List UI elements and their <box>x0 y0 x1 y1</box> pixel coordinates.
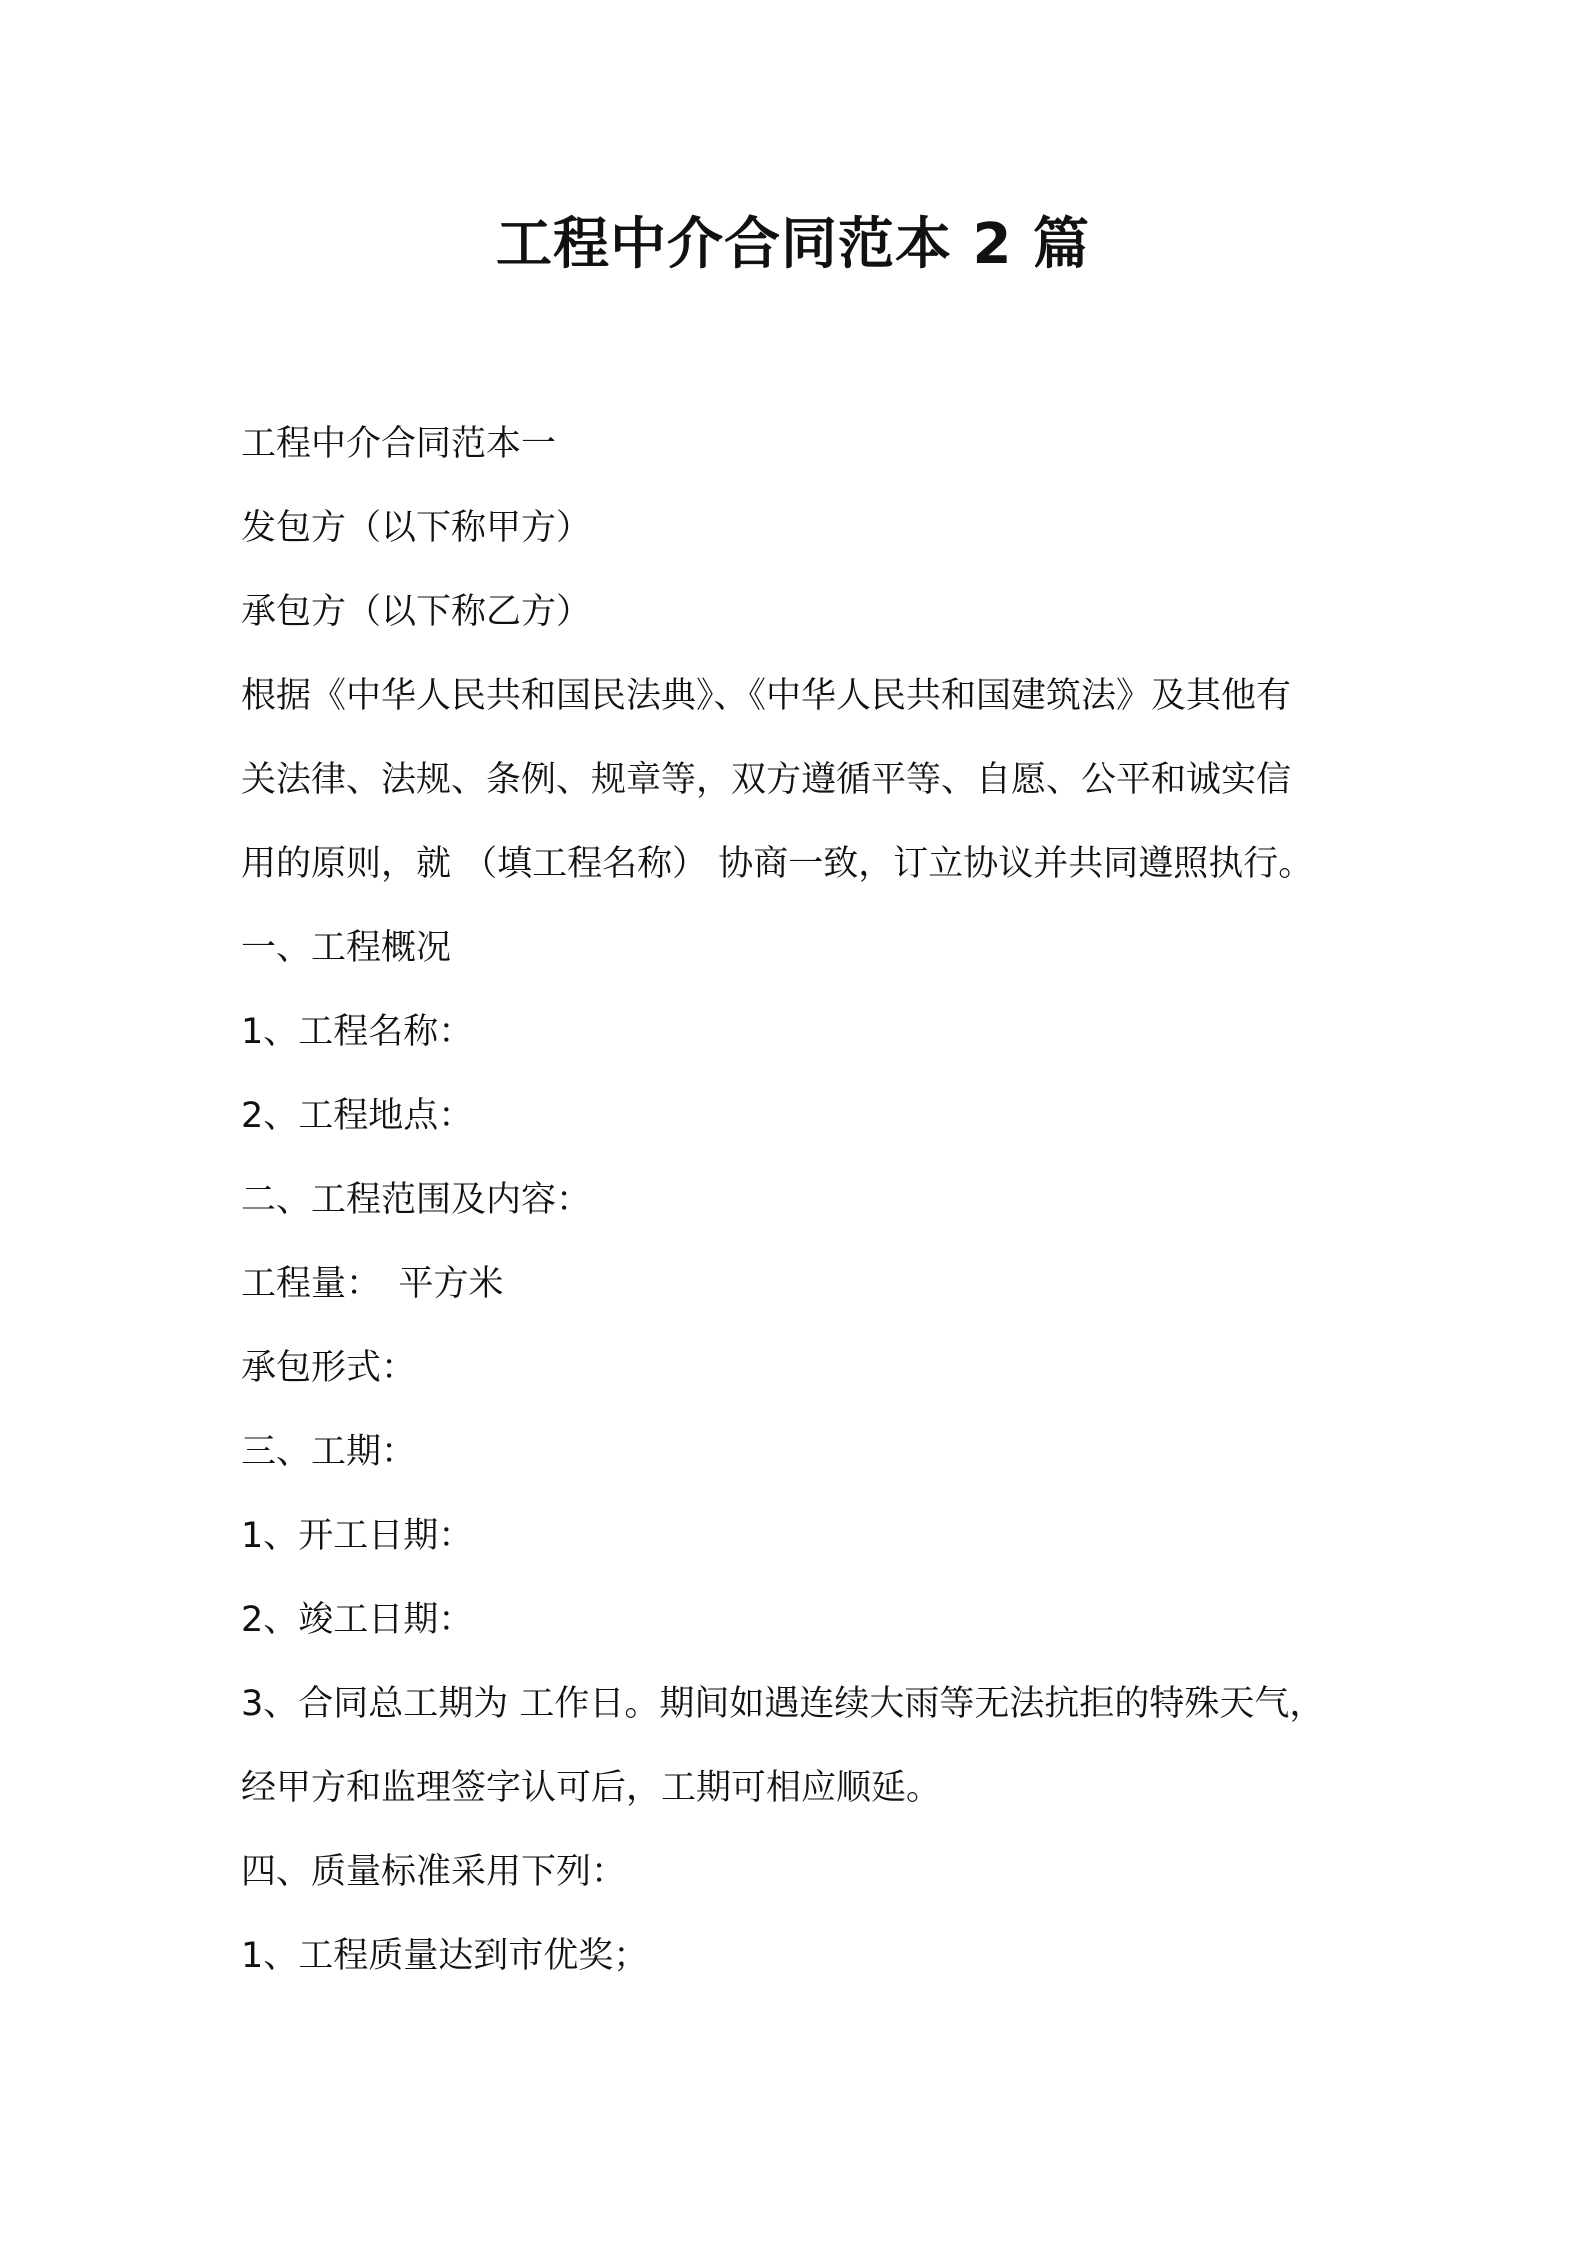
clause-quality-award: 1、工程质量达到市优奖； <box>241 1936 649 1976</box>
paragraph-line: 用的原则，就 （填工程名称） 协商一致，订立协议并共同遵照执行。 <box>241 844 1314 884</box>
clause-total-duration: 3、合同总工期为 工作日。期间如遇连续大雨等无法抗拒的特殊天气， <box>241 1684 1325 1724</box>
paragraph-line: 根据《中华人民共和国民法典》、《中华人民共和国建筑法》及其他有 <box>241 676 1292 716</box>
clause-total-duration-cont: 经甲方和监理签字认可后，工期可相应顺延。 <box>241 1768 942 1808</box>
clause-project-location: 2、工程地点： <box>241 1096 474 1136</box>
party-a-line: 发包方（以下称甲方） <box>241 508 592 548</box>
clause-start-date: 1、开工日期： <box>241 1516 474 1556</box>
party-b-line: 承包方（以下称乙方） <box>241 592 592 632</box>
clause-completion-date: 2、竣工日期： <box>241 1600 474 1640</box>
clause-quantity: 工程量： 平方米 <box>241 1264 504 1304</box>
clause-contract-form: 承包形式： <box>241 1348 417 1388</box>
section-heading-schedule: 三、工期： <box>241 1432 417 1472</box>
section-heading-scope: 二、工程范围及内容： <box>241 1180 592 1220</box>
section-heading-quality: 四、质量标准采用下列： <box>241 1852 627 1892</box>
document-body <box>241 402 1361 1998</box>
clause-project-name: 1、工程名称： <box>241 1012 474 1052</box>
section-heading-sample-one: 工程中介合同范本一 <box>241 424 557 464</box>
document-title: 工程中介合同范本 2 篇 <box>496 212 1090 277</box>
paragraph-line: 关法律、法规、条例、规章等，双方遵循平等、自愿、公平和诚实信 <box>241 760 1292 800</box>
section-heading-overview: 一、工程概况 <box>241 928 452 968</box>
